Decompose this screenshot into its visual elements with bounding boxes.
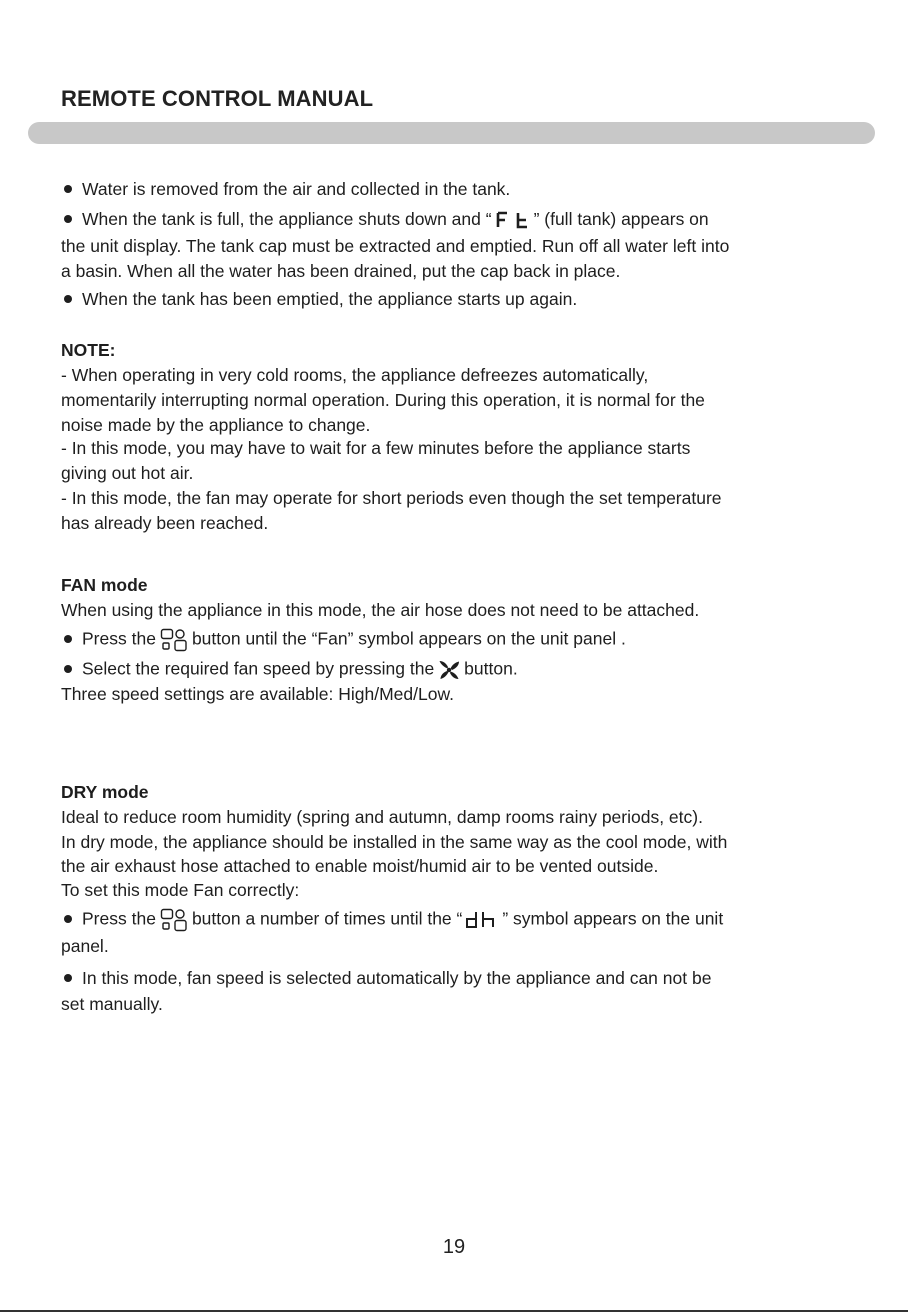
fan-bullet-2-text-b: button. — [464, 658, 518, 679]
fan-bullet-1-text-a: Press the — [82, 628, 156, 649]
note-line: - When operating in very cold rooms, the appliance defreezes automatically, — [61, 365, 649, 385]
bullet-dot — [64, 915, 72, 923]
fan-speed-icon — [436, 658, 462, 682]
note-line: - In this mode, the fan may operate for short periods even though the set temperature — [61, 488, 722, 508]
fan-mode-heading: FAN mode — [61, 575, 148, 595]
dry-bullet-2 — [61, 968, 711, 988]
tank-bullet-3 — [61, 289, 577, 309]
fan-bullet-2-text-a: Select the required fan speed by pressing the — [82, 658, 435, 679]
display-dh-icon — [464, 910, 500, 930]
tank-bullet-1-text: Water is removed from the air and collected in the tank. — [82, 179, 511, 199]
dry-mode-heading: DRY mode — [61, 782, 149, 802]
note-heading: NOTE: — [61, 340, 116, 360]
note-line: - In this mode, you may have to wait for a few minutes before the appliance starts — [61, 438, 691, 458]
fan-mode-intro: When using the appliance in this mode, the air hose does not need to be attached. — [61, 600, 700, 620]
tank-bullet-2 — [61, 209, 709, 230]
dry-mode-line: In dry mode, the appliance should be installed in the same way as the cool mode, with — [61, 832, 728, 852]
dry-mode-line: the air exhaust hose attached to enable moist/humid air to be vented outside. — [61, 856, 659, 876]
note-line: giving out hot air. — [61, 463, 194, 483]
note-line: noise made by the appliance to change. — [61, 415, 371, 435]
note-line: momentarily interrupting normal operation. During this operation, it is normal for the — [61, 390, 705, 410]
page-title: REMOTE CONTROL MANUAL — [61, 86, 374, 111]
fan-speed-settings: Three speed settings are available: High/Med/Low. — [61, 684, 455, 704]
mode-button-icon — [159, 908, 189, 932]
bullet-dot — [64, 295, 72, 303]
page-number: 19 — [442, 1236, 466, 1258]
tank-bullet-2-text-b: ” (full tank) appears on — [533, 209, 709, 229]
bullet-dot — [64, 185, 72, 193]
tank-bullet-3-text: When the tank has been emptied, the appliance starts up again. — [82, 289, 578, 309]
dry-mode-line: To set this mode Fan correctly: — [61, 880, 300, 900]
dry-bullet-1-text-a: Press the — [82, 908, 156, 929]
bullet-dot — [64, 215, 72, 223]
fan-bullet-1-text-b: button until the “Fan” symbol appears on the unit panel . — [191, 628, 626, 649]
tank-bullet-2-text-a: When the tank is full, the appliance shuts down and “ — [82, 209, 492, 229]
bullet-dot — [64, 974, 72, 982]
dry-bullet-1 — [61, 908, 723, 932]
note-line: has already been reached. — [61, 513, 269, 533]
bottom-rule — [0, 1310, 908, 1312]
dry-bullet-1-line-2: panel. — [61, 936, 109, 956]
title-underline-bar — [28, 122, 875, 144]
dry-bullet-2-text: In this mode, fan speed is selected automatically by the appliance and can not be — [82, 968, 712, 988]
tank-bullet-2-line-2: the unit display. The tank cap must be extracted and emptied. Run off all water left into — [61, 236, 730, 256]
bullet-dot — [64, 635, 72, 643]
dry-mode-line: Ideal to reduce room humidity (spring and autumn, damp rooms rainy periods, etc). — [61, 807, 703, 827]
dry-bullet-1-text-c: ” symbol appears on the unit — [502, 908, 724, 929]
tank-bullet-2-line-3: a basin. When all the water has been drained, put the cap back in place. — [61, 261, 621, 281]
fan-bullet-1 — [61, 628, 626, 652]
mode-button-icon — [159, 628, 189, 652]
display-ft-icon — [494, 210, 532, 230]
dry-bullet-2-line-2: set manually. — [61, 994, 163, 1014]
fan-bullet-2 — [61, 658, 518, 682]
bullet-dot — [64, 665, 72, 673]
tank-bullet-1 — [61, 179, 510, 199]
dry-bullet-1-text-b: button a number of times until the “ — [191, 908, 463, 929]
